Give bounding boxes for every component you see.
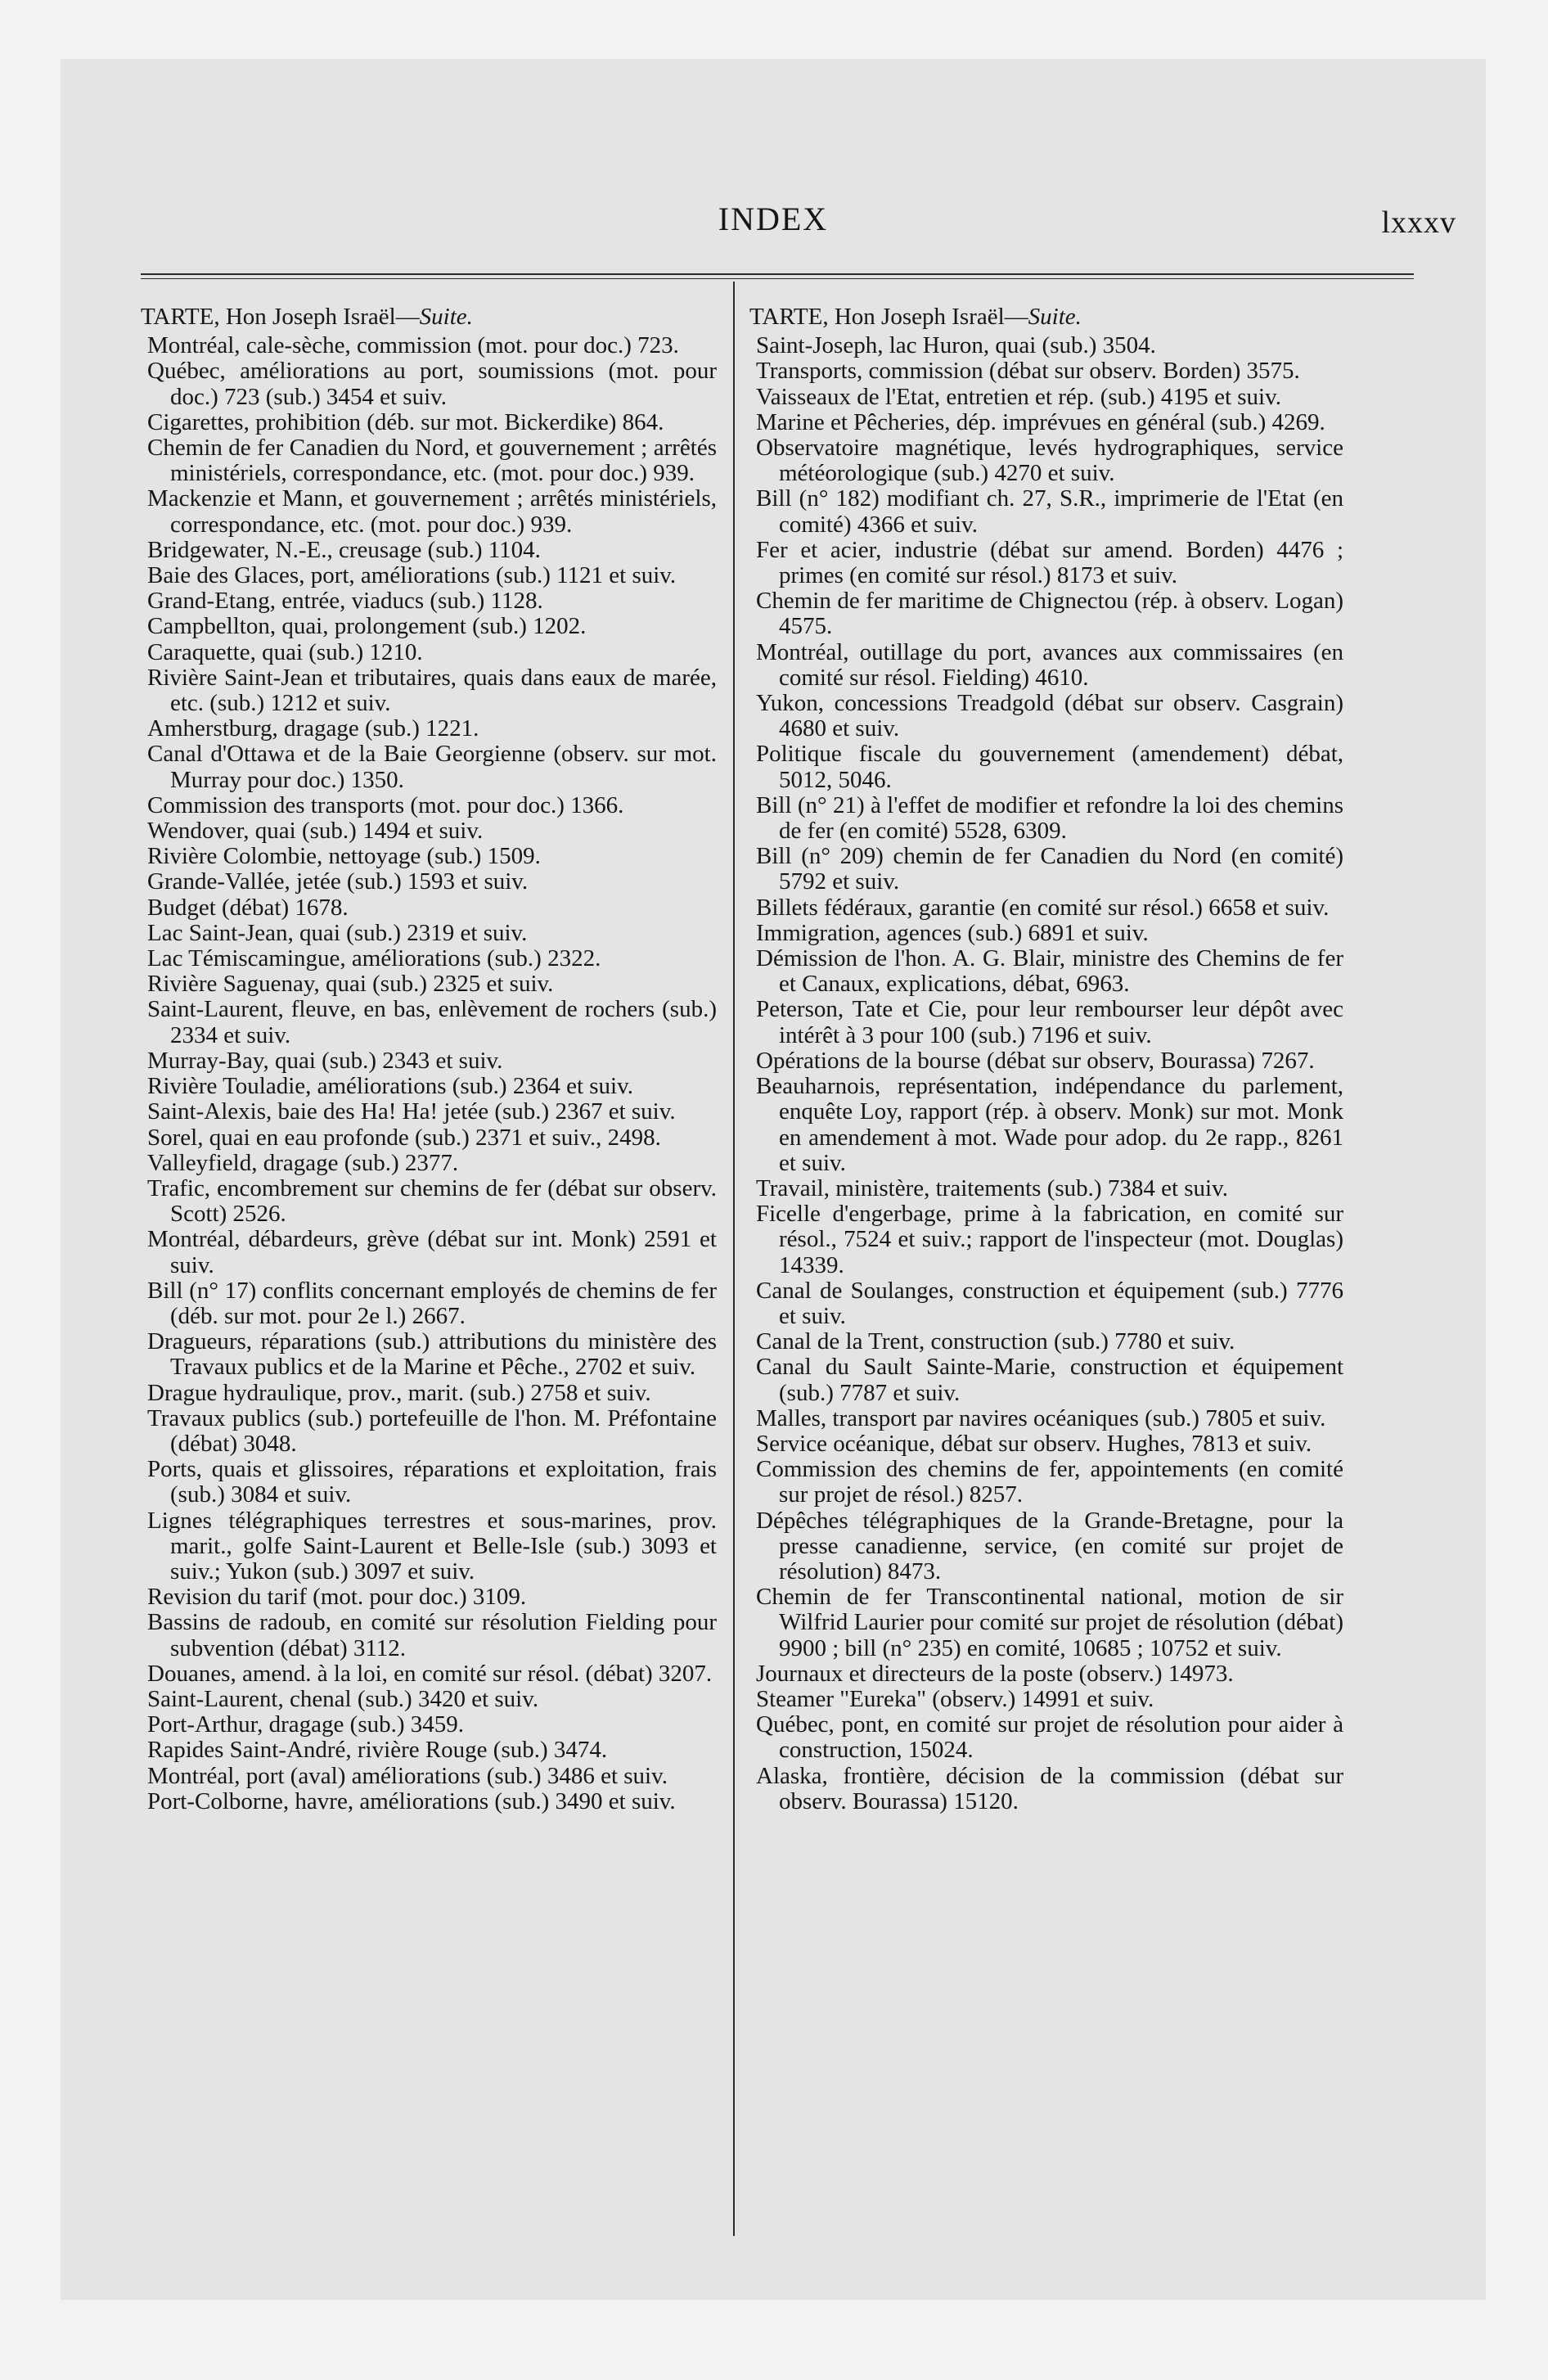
column-heading [749, 304, 1343, 330]
index-entry: Québec, pont, en comité sur projet de résolution pour aider à construction, 15024. [756, 1711, 1343, 1764]
index-entry: Saint-Laurent, fleuve, en bas, enlèvement de rochers (sub.) 2334 et suiv. [147, 996, 717, 1048]
index-entry: Yukon, concessions Treadgold (débat sur observ. Casgrain) 4680 et suiv. [756, 690, 1343, 742]
index-entry: Montréal, port (aval) améliorations (sub.) 3486 et suiv. [147, 1762, 668, 1789]
index-entry: Saint-Joseph, lac Huron, quai (sub.) 3504. [756, 332, 1156, 359]
scanned-page [61, 59, 1486, 2300]
index-entry: Lac Témiscamingue, améliorations (sub.) 2322. [147, 945, 601, 972]
index-entry: Bill (n° 209) chemin de fer Canadien du Nord (en comité) 5792 et suiv. [756, 843, 1343, 895]
index-entry: Québec, améliorations au port, soumissions (mot. pour doc.) 723 (sub.) 3454 et suiv. [147, 358, 717, 410]
index-entry: Sorel, quai en eau profonde (sub.) 2371 et suiv., 2498. [147, 1124, 661, 1151]
index-entry: Cigarettes, prohibition (déb. sur mot. Bickerdike) 864. [147, 408, 664, 435]
header-rule [141, 273, 1414, 279]
index-entry: Douanes, amend. à la loi, en comité sur résol. (débat) 3207. [147, 1660, 713, 1687]
index-entry: Mackenzie et Mann, et gouvernement ; arrêtés ministériels, correspondance, etc. (mot. pour doc.) 939. [147, 485, 717, 538]
index-entry: Immigration, agences (sub.) 6891 et suiv. [756, 919, 1149, 946]
index-entry: Drague hydraulique, prov., marit. (sub.) 2758 et suiv. [147, 1379, 651, 1406]
index-entry: Bill (n° 182) modifiant ch. 27, S.R., imprimerie de l'Etat (en comité) 4366 et suiv. [756, 485, 1343, 538]
index-entry: Trafic, encombrement sur chemins de fer (débat sur observ. Scott) 2526. [147, 1174, 717, 1228]
index-entry: Fer et acier, industrie (débat sur amend. Borden) 4476 ; primes (en comité sur résol.) 8173 et suiv. [756, 536, 1343, 589]
index-column-right [749, 304, 1343, 1814]
index-entry: Lignes télégraphiques terrestres et sous-marines, prov. marit., golfe Saint-Laurent et Belle-Isle (sub.) 3093 et suiv.; Yukon (sub.) 3097 et suiv. [147, 1507, 717, 1584]
index-entry: Beauharnois, représentation, indépendance du parlement, enquête Loy, rapport (rép. à observ. Monk) sur mot. Monk en amendement à mot. Wade pour adop. du 2e rapp., 8261 et suiv. [756, 1073, 1343, 1176]
index-entry: Ficelle d'engerbage, prime à la fabrication, en comité sur résol., 7524 et suiv.; rapport de l'inspecteur (mot. Douglas) 14339. [756, 1201, 1343, 1278]
index-entry: Rivière Saguenay, quai (sub.) 2325 et suiv. [147, 971, 554, 998]
index-entry: Canal de Soulanges, construction et équipement (sub.) 7776 et suiv. [756, 1277, 1343, 1329]
index-entry: Saint-Alexis, baie des Ha! Ha! jetée (sub.) 2367 et suiv. [147, 1098, 676, 1125]
index-entry: Démission de l'hon. A. G. Blair, ministre des Chemins de fer et Canaux, explications, débat, 6963. [756, 945, 1343, 998]
index-entry: Opérations de la bourse (débat sur observ, Bourassa) 7267. [756, 1047, 1315, 1074]
index-entry: Budget (débat) 1678. [147, 894, 349, 921]
index-entry: Baie des Glaces, port, améliorations (sub.) 1121 et suiv. [147, 562, 677, 589]
column-divider [733, 282, 735, 2236]
index-entry: Service océanique, débat sur observ. Hughes, 7813 et suiv. [756, 1430, 1312, 1457]
heading-suite: Suite. [419, 304, 473, 330]
index-entry: Chemin de fer Canadien du Nord, et gouvernement ; arrêtés ministériels, correspondance, etc. (mot. pour doc.) 939. [147, 435, 717, 487]
heading-name: TARTE, Hon Joseph Israël— [141, 304, 420, 330]
index-entry: Rivière Saint-Jean et tributaires, quais dans eaux de marée, etc. (sub.) 1212 et suiv. [147, 664, 717, 717]
index-entry: Rapides Saint-André, rivière Rouge (sub.) 3474. [147, 1737, 608, 1764]
heading-name: TARTE, Hon Joseph Israël— [749, 304, 1028, 330]
index-entry: Campbellton, quai, prolongement (sub.) 1202. [147, 613, 587, 640]
index-entry: Observatoire magnétique, levés hydrographiques, service météorologique (sub.) 4270 et suiv. [756, 435, 1343, 487]
heading-suite: Suite. [1028, 304, 1082, 330]
page-number: lxxxv [1381, 205, 1456, 240]
index-entry: Grande-Vallée, jetée (sub.) 1593 et suiv. [147, 868, 529, 895]
index-entries [749, 333, 1343, 1814]
index-entry: Port-Colborne, havre, améliorations (sub.) 3490 et suiv. [147, 1787, 676, 1814]
index-entry: Montréal, cale-sèche, commission (mot. pour doc.) 723. [147, 332, 679, 359]
index-entry: Marine et Pêcheries, dép. imprévues en général (sub.) 4269. [756, 408, 1325, 435]
index-entry: Malles, transport par navires océaniques (sub.) 7805 et suiv. [756, 1404, 1326, 1431]
index-entry: Dépêches télégraphiques de la Grande-Bretagne, pour la presse canadienne, service, (en comité sur projet de résolution) 8473. [756, 1507, 1343, 1584]
index-entry: Caraquette, quai (sub.) 1210. [147, 638, 423, 665]
index-column-left [141, 304, 717, 1814]
index-entry: Steamer "Eureka" (observ.) 14991 et suiv. [756, 1685, 1154, 1712]
index-entry: Bridgewater, N.-E., creusage (sub.) 1104. [147, 536, 541, 563]
index-entry: Montréal, outillage du port, avances aux commissaires (en comité sur résol. Fielding) 4610. [756, 638, 1343, 691]
column-heading [141, 304, 717, 330]
index-entry: Saint-Laurent, chenal (sub.) 3420 et suiv. [147, 1685, 539, 1712]
index-entry: Montréal, débardeurs, grève (débat sur int. Monk) 2591 et suiv. [147, 1226, 717, 1278]
index-entry: Alaska, frontière, décision de la commission (débat sur observ. Bourassa) 15120. [756, 1762, 1343, 1814]
index-entry: Rivière Touladie, améliorations (sub.) 2364 et suiv. [147, 1073, 633, 1100]
index-entry: Chemin de fer Transcontinental national, motion de sir Wilfrid Laurier pour comité sur projet de résolution (débat) 9900 ; bill (n° 235) en comité, 10685 ; 10752 et suiv. [756, 1584, 1343, 1661]
index-entry: Journaux et directeurs de la poste (observ.) 14973. [756, 1660, 1234, 1687]
index-entry: Canal de la Trent, construction (sub.) 7780 et suiv. [756, 1328, 1235, 1355]
index-entry: Rivière Colombie, nettoyage (sub.) 1509. [147, 843, 541, 870]
page-title: INDEX [718, 201, 829, 237]
index-entry: Valleyfield, dragage (sub.) 2377. [147, 1149, 459, 1176]
index-entry: Lac Saint-Jean, quai (sub.) 2319 et suiv. [147, 919, 528, 946]
index-entry: Ports, quais et glissoires, réparations et exploitation, frais (sub.) 3084 et suiv. [147, 1456, 717, 1508]
index-entry: Bill (n° 21) à l'effet de modifier et refondre la loi des chemins de fer (en comité) 5528, 6309. [756, 791, 1343, 845]
index-entry: Travail, ministère, traitements (sub.) 7384 et suiv. [756, 1174, 1228, 1201]
index-entries [141, 333, 717, 1814]
index-entry: Commission des transports (mot. pour doc.) 1366. [147, 791, 624, 818]
index-entry: Amherstburg, dragage (sub.) 1221. [147, 715, 479, 742]
index-entry: Canal du Sault Sainte-Marie, construction et équipement (sub.) 7787 et suiv. [756, 1354, 1343, 1406]
index-entry: Commission des chemins de fer, appointements (en comité sur projet de résol.) 8257. [756, 1456, 1343, 1508]
index-entry: Peterson, Tate et Cie, pour leur rembourser leur dépôt avec intérêt à 3 pour 100 (sub.) 7196 et suiv. [756, 996, 1343, 1048]
index-entry: Revision du tarif (mot. pour doc.) 3109. [147, 1584, 527, 1611]
index-entry: Politique fiscale du gouvernement (amendement) débat, 5012, 5046. [756, 741, 1343, 793]
index-entry: Billets fédéraux, garantie (en comité sur résol.) 6658 et suiv. [756, 894, 1330, 921]
index-entry: Wendover, quai (sub.) 1494 et suiv. [147, 818, 484, 845]
index-entry: Port-Arthur, dragage (sub.) 3459. [147, 1711, 465, 1738]
index-entry: Canal d'Ottawa et de la Baie Georgienne (observ. sur mot. Murray pour doc.) 1350. [147, 741, 717, 793]
index-entry: Chemin de fer maritime de Chignectou (rép. à observ. Logan) 4575. [756, 588, 1343, 640]
index-entry: Vaisseaux de l'Etat, entretien et rép. (sub.) 4195 et suiv. [756, 383, 1281, 410]
index-entry: Bassins de radoub, en comité sur résolution Fielding pour subvention (débat) 3112. [147, 1609, 717, 1661]
index-entry: Travaux publics (sub.) portefeuille de l'hon. M. Préfontaine (débat) 3048. [147, 1404, 717, 1457]
index-entry: Bill (n° 17) conflits concernant employés de chemins de fer (déb. sur mot. pour 2e l.) 2667. [147, 1277, 717, 1329]
index-entry: Transports, commission (débat sur observ. Borden) 3575. [756, 358, 1300, 385]
index-entry: Grand-Etang, entrée, viaducs (sub.) 1128. [147, 588, 543, 615]
index-entry: Dragueurs, réparations (sub.) attributions du ministère des Travaux publics et de la Marine et Pêche., 2702 et suiv. [147, 1328, 717, 1381]
index-entry: Murray-Bay, quai (sub.) 2343 et suiv. [147, 1047, 503, 1074]
